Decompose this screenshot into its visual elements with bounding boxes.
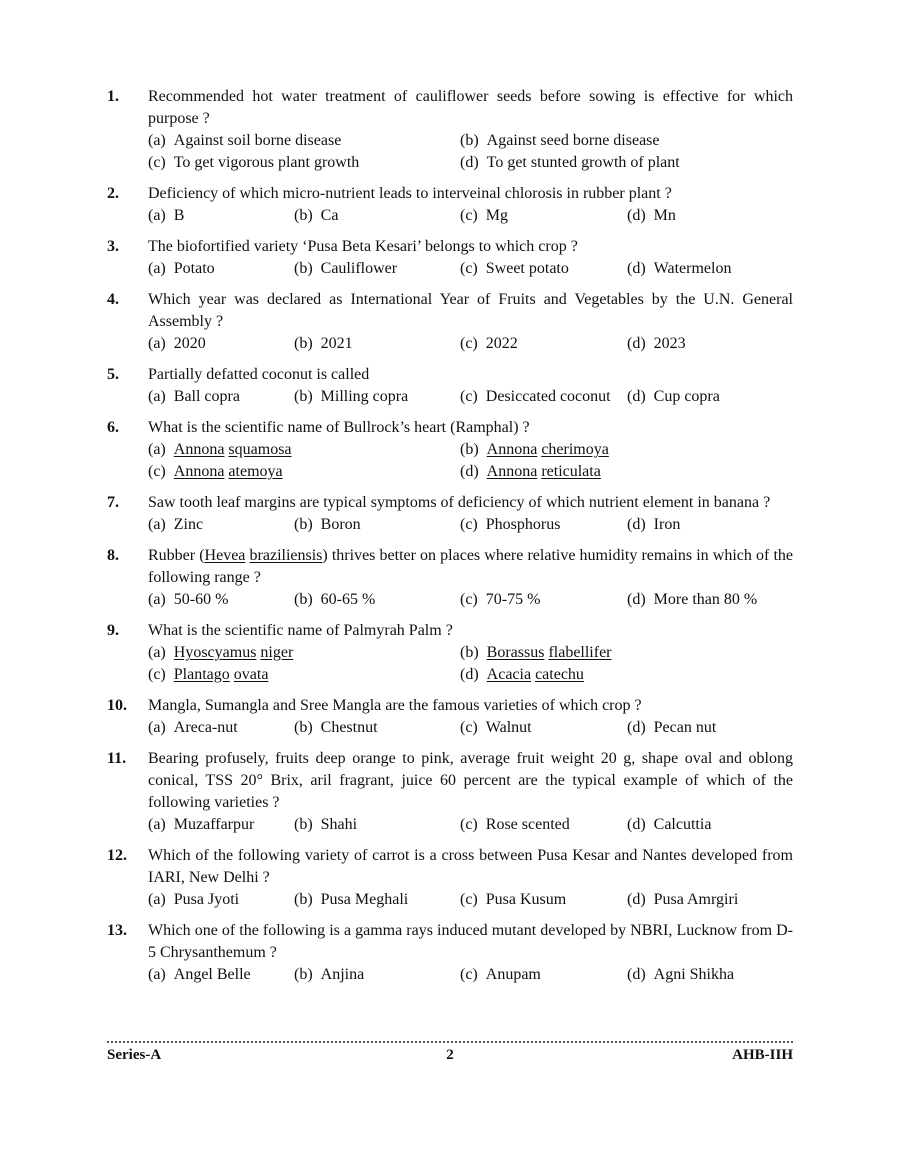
question-number: 7. — [107, 494, 119, 511]
option-list — [148, 333, 793, 355]
option-label: (d) — [460, 463, 479, 480]
option-text — [321, 719, 378, 736]
option-label: (a) — [148, 441, 166, 458]
option-label: (d) — [460, 154, 479, 171]
option-text — [486, 591, 541, 608]
text-part: Sweet potato — [485, 260, 569, 277]
scientific-name-part: flabellifer — [548, 644, 612, 661]
page-footer — [107, 1047, 793, 1067]
text-part: Ball copra — [173, 388, 240, 405]
answer-option — [148, 205, 294, 227]
answer-option — [627, 814, 777, 836]
option-label: (d) — [460, 666, 479, 683]
option-label: (a) — [148, 591, 166, 608]
question-item — [107, 364, 793, 408]
answer-option — [148, 514, 294, 536]
question-number: 8. — [107, 547, 119, 564]
text-part: 50-60 % — [173, 591, 229, 608]
option-text — [174, 719, 238, 736]
option-text — [321, 966, 365, 983]
answer-option — [627, 514, 777, 536]
question-number: 10. — [107, 697, 127, 714]
question-text: What is the scientific name of Bullrock’s heart (Ramphal) ? — [148, 419, 530, 436]
option-label: (a) — [148, 719, 166, 736]
text-part: Pecan nut — [653, 719, 717, 736]
option-list — [148, 439, 793, 483]
answer-option — [148, 258, 294, 280]
question-item — [107, 845, 793, 911]
question-text: Partially defatted coconut is called — [148, 366, 370, 383]
option-text — [654, 966, 734, 983]
scientific-name-part: Borassus — [486, 644, 545, 661]
answer-option — [460, 814, 627, 836]
question-number: 6. — [107, 419, 119, 436]
question-item — [107, 748, 793, 836]
answer-option — [627, 717, 777, 739]
option-text — [654, 516, 681, 533]
option-text — [487, 132, 660, 149]
option-label: (c) — [460, 207, 478, 224]
option-text — [486, 207, 508, 224]
question-number: 12. — [107, 847, 127, 864]
text-part: Pusa Amrgiri — [653, 891, 739, 908]
option-label: (d) — [627, 335, 646, 352]
option-label: (c) — [460, 891, 478, 908]
answer-option — [148, 439, 460, 461]
option-label: (b) — [294, 516, 313, 533]
answer-option — [460, 589, 627, 611]
option-text — [174, 388, 240, 405]
answer-option — [627, 964, 777, 986]
option-label: (d) — [627, 260, 646, 277]
text-part: Boron — [320, 516, 361, 533]
text-part: Shahi — [320, 816, 358, 833]
answer-option — [627, 205, 777, 227]
option-text — [654, 388, 720, 405]
question-text: Recommended hot water treatment of cauliflower seeds before sowing is effective for which purpose ? — [148, 88, 793, 127]
option-text — [487, 441, 609, 458]
option-label: (a) — [148, 335, 166, 352]
answer-option — [460, 439, 772, 461]
answer-option — [148, 964, 294, 986]
scientific-name-part: catechu — [535, 666, 584, 683]
question-text: Deficiency of which micro-nutrient leads to interveinal chlorosis in rubber plant ? — [148, 185, 672, 202]
option-text — [174, 260, 215, 277]
scientific-name-part: Hevea — [204, 547, 246, 564]
text-part: Walnut — [485, 719, 532, 736]
option-text — [487, 644, 612, 661]
answer-option — [627, 258, 777, 280]
option-label: (c) — [460, 591, 478, 608]
option-label: (d) — [627, 891, 646, 908]
answer-option — [460, 130, 772, 152]
option-text — [654, 891, 739, 908]
text-part: To get stunted growth of plant — [486, 154, 680, 171]
option-list — [148, 514, 793, 536]
text-part: Zinc — [173, 516, 204, 533]
answer-option — [294, 717, 460, 739]
option-text — [174, 591, 229, 608]
text-part: Iron — [653, 516, 681, 533]
option-text — [174, 644, 294, 661]
question-item — [107, 417, 793, 483]
option-text — [174, 441, 292, 458]
series-label: Series-A — [107, 1047, 162, 1063]
answer-option — [460, 642, 772, 664]
text-part: Mg — [485, 207, 508, 224]
text-part: Ca — [320, 207, 339, 224]
scientific-name-part: atemoya — [228, 463, 283, 480]
option-label: (d) — [627, 516, 646, 533]
text-part: Cup copra — [653, 388, 720, 405]
answer-option — [627, 333, 777, 355]
option-label: (a) — [148, 260, 166, 277]
answer-option — [294, 589, 460, 611]
option-text — [174, 207, 185, 224]
option-label: (c) — [148, 666, 166, 683]
option-list — [148, 642, 793, 686]
option-text — [654, 719, 717, 736]
text-part: 70-75 % — [485, 591, 541, 608]
option-text — [486, 816, 570, 833]
answer-option — [148, 889, 294, 911]
text-part: Watermelon — [653, 260, 732, 277]
question-item — [107, 289, 793, 355]
answer-option — [460, 461, 772, 483]
text-part: B — [173, 207, 185, 224]
answer-option — [627, 386, 777, 408]
option-text — [321, 516, 361, 533]
text-part: Chestnut — [320, 719, 378, 736]
option-label: (b) — [460, 441, 479, 458]
option-text — [654, 335, 686, 352]
option-label: (c) — [460, 816, 478, 833]
option-label: (a) — [148, 388, 166, 405]
question-text: Saw tooth leaf margins are typical symptoms of deficiency of which nutrient element in banana ? — [148, 494, 771, 511]
scientific-name-part: Annona — [486, 463, 538, 480]
question-number: 4. — [107, 291, 119, 308]
answer-option — [148, 717, 294, 739]
text-part: Calcuttia — [653, 816, 712, 833]
answer-option — [294, 514, 460, 536]
option-label: (c) — [460, 966, 478, 983]
answer-option — [460, 964, 627, 986]
text-part: Rose scented — [485, 816, 570, 833]
option-label: (a) — [148, 891, 166, 908]
text-part: 60-65 % — [320, 591, 376, 608]
question-item — [107, 86, 793, 174]
answer-option — [460, 664, 772, 686]
text-part: Potato — [173, 260, 215, 277]
option-text — [321, 891, 409, 908]
question-text: Mangla, Sumangla and Sree Mangla are the famous varieties of which crop ? — [148, 697, 642, 714]
question-number: 3. — [107, 238, 119, 255]
page-number: 2 — [446, 1047, 454, 1063]
scientific-name-part: Hyoscyamus — [173, 644, 257, 661]
option-text — [654, 207, 676, 224]
question-item — [107, 620, 793, 686]
text-part: Rubber ( — [148, 547, 205, 564]
option-label: (d) — [627, 591, 646, 608]
question-item — [107, 920, 793, 986]
text-part: Muzaffarpur — [173, 816, 255, 833]
option-text — [174, 132, 342, 149]
paper-code: AHB-IIH — [732, 1047, 793, 1063]
answer-option — [294, 889, 460, 911]
option-text — [321, 207, 339, 224]
option-text — [654, 260, 732, 277]
option-label: (b) — [460, 644, 479, 661]
option-text — [486, 335, 518, 352]
question-item — [107, 183, 793, 227]
option-text — [174, 154, 360, 171]
option-text — [174, 966, 251, 983]
text-part: Pusa Kusum — [485, 891, 567, 908]
scientific-name-part: Plantago — [173, 666, 230, 683]
option-label: (b) — [294, 591, 313, 608]
option-label: (a) — [148, 132, 166, 149]
text-part: To get vigorous plant growth — [173, 154, 360, 171]
scientific-name-part: reticulata — [541, 463, 601, 480]
text-part: 2023 — [653, 335, 686, 352]
text-part: Cauliflower — [320, 260, 398, 277]
answer-option — [627, 889, 777, 911]
scientific-name-part: ovata — [233, 666, 269, 683]
option-label: (b) — [294, 816, 313, 833]
answer-option — [294, 205, 460, 227]
option-text — [486, 719, 532, 736]
answer-option — [294, 386, 460, 408]
option-text — [174, 516, 203, 533]
option-label: (d) — [627, 388, 646, 405]
text-part: Agni Shikha — [653, 966, 735, 983]
question-item — [107, 492, 793, 536]
option-label: (d) — [627, 816, 646, 833]
scientific-name-part: Annona — [173, 441, 225, 458]
text-part: ) thrives better on places where relative humidity remains in which of the following range ? — [148, 547, 793, 586]
answer-option — [460, 205, 627, 227]
option-label: (b) — [460, 132, 479, 149]
answer-option — [148, 642, 460, 664]
text-part: Against soil borne disease — [173, 132, 342, 149]
option-text — [321, 591, 376, 608]
option-label: (b) — [294, 388, 313, 405]
question-text: Which one of the following is a gamma rays induced mutant developed by NBRI, Lucknow from D-5 Chrysanthemum ? — [148, 922, 793, 961]
answer-option — [460, 258, 627, 280]
answer-option — [148, 152, 460, 174]
option-text — [654, 816, 712, 833]
scientific-name-part: niger — [260, 644, 294, 661]
text-part: 2022 — [485, 335, 518, 352]
answer-option — [148, 386, 294, 408]
question-number: 1. — [107, 88, 119, 105]
option-text — [486, 966, 541, 983]
text-part: Anupam — [485, 966, 541, 983]
option-label: (b) — [294, 966, 313, 983]
option-list — [148, 889, 793, 911]
option-label: (a) — [148, 816, 166, 833]
answer-option — [460, 889, 627, 911]
option-list — [148, 814, 793, 836]
option-text — [174, 816, 255, 833]
text-part: Against seed borne disease — [486, 132, 660, 149]
option-list — [148, 589, 793, 611]
question-item — [107, 695, 793, 739]
option-label: (c) — [460, 388, 478, 405]
option-label: (c) — [460, 719, 478, 736]
option-text — [486, 891, 566, 908]
answer-option — [460, 514, 627, 536]
answer-option — [148, 589, 294, 611]
question-number: 5. — [107, 366, 119, 383]
text-part: 2021 — [320, 335, 353, 352]
option-text — [487, 154, 680, 171]
option-label: (a) — [148, 516, 166, 533]
question-text: Which of the following variety of carrot is a cross between Pusa Kesar and Nantes developed from IARI, New Delhi ? — [148, 847, 793, 886]
answer-option — [148, 461, 460, 483]
option-text — [174, 891, 239, 908]
option-text — [174, 666, 269, 683]
option-list — [148, 717, 793, 739]
text-part: Pusa Jyoti — [173, 891, 240, 908]
scientific-name-part: cherimoya — [541, 441, 609, 458]
question-text — [148, 545, 793, 589]
answer-option — [294, 964, 460, 986]
footer-divider — [107, 1041, 793, 1043]
answer-option — [148, 814, 294, 836]
text-part: More than 80 % — [653, 591, 758, 608]
answer-option — [294, 258, 460, 280]
option-label: (b) — [294, 260, 313, 277]
option-label: (b) — [294, 719, 313, 736]
option-label: (a) — [148, 966, 166, 983]
question-text: Bearing profusely, fruits deep orange to pink, average fruit weight 20 g, shape oval and oblong conical, TSS 20° Brix, aril fragrant, juice 60 percent are the typical example of which of the following varieties ? — [148, 750, 793, 811]
option-label: (c) — [460, 516, 478, 533]
option-label: (b) — [294, 207, 313, 224]
text-part: Desiccated coconut — [485, 388, 611, 405]
option-text — [321, 335, 353, 352]
answer-option — [460, 386, 627, 408]
option-label: (b) — [294, 335, 313, 352]
answer-option — [148, 333, 294, 355]
option-text — [321, 388, 409, 405]
answer-option — [294, 333, 460, 355]
option-label: (a) — [148, 207, 166, 224]
question-number: 13. — [107, 922, 127, 939]
text-part: Pusa Meghali — [320, 891, 409, 908]
answer-option — [294, 814, 460, 836]
option-text — [486, 388, 611, 405]
scientific-name-part: braziliensis — [249, 547, 323, 564]
scientific-name-part: Annona — [486, 441, 538, 458]
option-text — [654, 591, 758, 608]
option-list — [148, 258, 793, 280]
option-label: (a) — [148, 644, 166, 661]
question-number: 11. — [107, 750, 127, 767]
answer-option — [460, 152, 772, 174]
text-part: Anjina — [320, 966, 365, 983]
answer-option — [460, 333, 627, 355]
option-text — [486, 516, 561, 533]
answer-option — [148, 130, 460, 152]
answer-option — [460, 717, 627, 739]
scientific-name-part: Annona — [173, 463, 225, 480]
option-list — [148, 386, 793, 408]
option-text — [486, 260, 569, 277]
option-text — [174, 463, 283, 480]
option-label: (c) — [460, 260, 478, 277]
option-label: (d) — [627, 966, 646, 983]
text-part: Milling copra — [320, 388, 409, 405]
question-number: 9. — [107, 622, 119, 639]
question-list — [107, 86, 793, 995]
option-label: (c) — [460, 335, 478, 352]
text-part: Angel Belle — [173, 966, 251, 983]
question-item — [107, 545, 793, 611]
question-text: The biofortified variety ‘Pusa Beta Kesari’ belongs to which crop ? — [148, 238, 578, 255]
text-part: Phosphorus — [485, 516, 561, 533]
option-label: (c) — [148, 463, 166, 480]
question-text: Which year was declared as International Year of Fruits and Vegetables by the U.N. General Assembly ? — [148, 291, 793, 330]
option-text — [174, 335, 206, 352]
text-part: Mn — [653, 207, 676, 224]
text-part: Areca-nut — [173, 719, 238, 736]
option-list — [148, 130, 793, 174]
option-list — [148, 964, 793, 986]
option-text — [487, 463, 601, 480]
option-text — [321, 816, 357, 833]
scientific-name-part: squamosa — [228, 441, 292, 458]
option-label: (d) — [627, 719, 646, 736]
answer-option — [148, 664, 460, 686]
option-label: (b) — [294, 891, 313, 908]
option-list — [148, 205, 793, 227]
option-text — [487, 666, 584, 683]
option-text — [321, 260, 397, 277]
question-number: 2. — [107, 185, 119, 202]
option-label: (d) — [627, 207, 646, 224]
question-item — [107, 236, 793, 280]
answer-option — [627, 589, 777, 611]
scientific-name-part: Acacia — [486, 666, 532, 683]
text-part: 2020 — [173, 335, 206, 352]
option-label: (c) — [148, 154, 166, 171]
question-text: What is the scientific name of Palmyrah Palm ? — [148, 622, 453, 639]
